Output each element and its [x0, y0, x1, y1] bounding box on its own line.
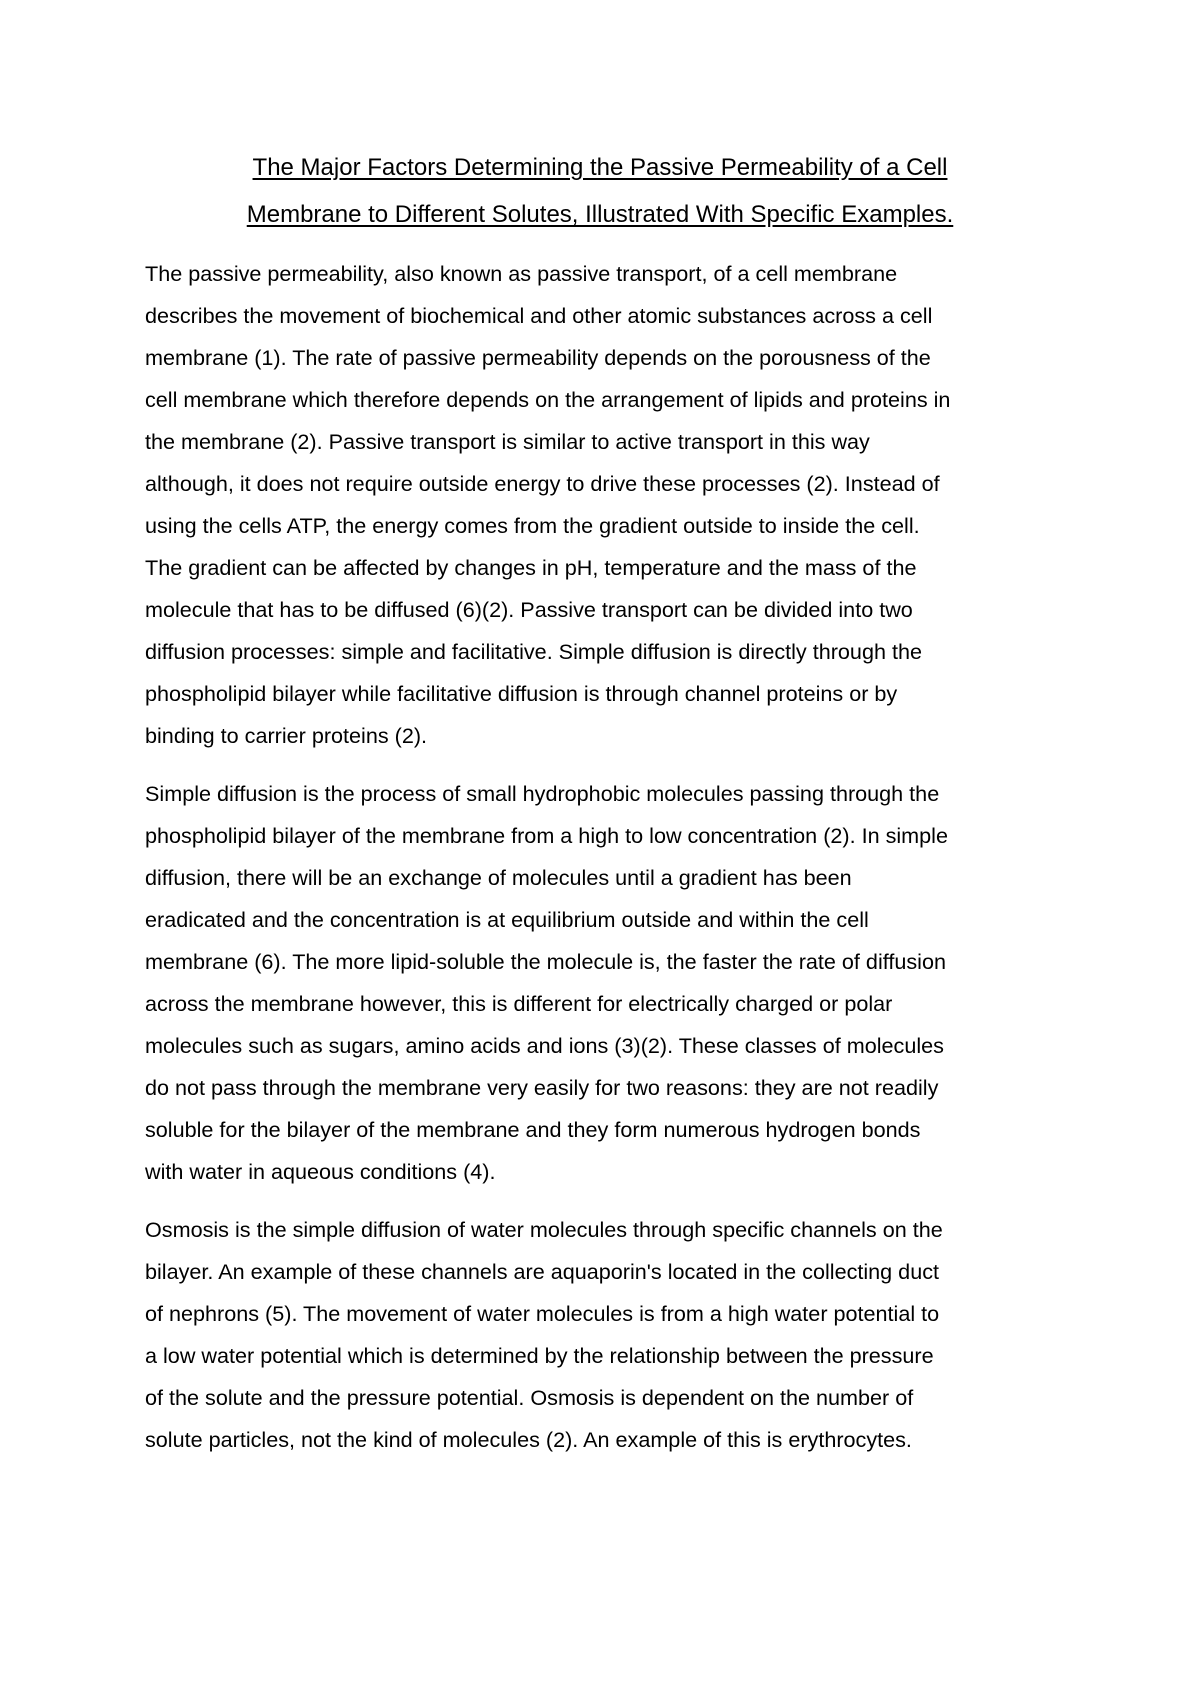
- text-line: the membrane (2). Passive transport is similar to active transport in this way: [145, 429, 870, 454]
- text-line: bilayer. An example of these channels are aquaporin's located in the collecting duct: [145, 1259, 940, 1284]
- text-line: membrane (6). The more lipid-soluble the molecule is, the faster the rate of diffusion: [145, 949, 946, 974]
- text-line: membrane (1). The rate of passive permeability depends on the porousness of the: [145, 345, 931, 370]
- text-line: The passive permeability, also known as passive transport, of a cell membrane: [145, 261, 898, 286]
- text-line: phospholipid bilayer while facilitative diffusion is through channel proteins or by: [145, 681, 898, 706]
- document-body: [145, 253, 1065, 1477]
- text-line: do not pass through the membrane very easily for two reasons: they are not readily: [145, 1075, 939, 1100]
- document-title: [145, 144, 1055, 238]
- text-line: a low water potential which is determined by the relationship between the pressure: [145, 1343, 934, 1368]
- text-line: using the cells ATP, the energy comes from the gradient outside to inside the cell.: [145, 513, 920, 538]
- text-line: diffusion, there will be an exchange of molecules until a gradient has been: [145, 865, 852, 890]
- text-line: cell membrane which therefore depends on the arrangement of lipids and proteins in: [145, 387, 951, 412]
- title-line: Membrane to Different Solutes, Illustrated With Specific Examples.: [246, 201, 954, 228]
- text-line: of the solute and the pressure potential. Osmosis is dependent on the number of: [145, 1385, 914, 1410]
- text-line: phospholipid bilayer of the membrane from a high to low concentration (2). In simple: [145, 823, 948, 848]
- text-line: soluble for the bilayer of the membrane and they form numerous hydrogen bonds: [145, 1117, 921, 1142]
- text-line: eradicated and the concentration is at equilibrium outside and within the cell: [145, 907, 869, 932]
- text-line: describes the movement of biochemical and other atomic substances across a cell: [145, 303, 933, 328]
- text-line: molecule that has to be diffused (6)(2). Passive transport can be divided into two: [145, 597, 913, 622]
- title-line: The Major Factors Determining the Passive Permeability of a Cell: [252, 154, 948, 181]
- text-line: Simple diffusion is the process of small hydrophobic molecules passing through the: [145, 781, 940, 806]
- text-line: with water in aqueous conditions (4).: [145, 1159, 496, 1184]
- text-line: of nephrons (5). The movement of water molecules is from a high water potential to: [145, 1301, 940, 1326]
- paragraph-passive-permeability: [145, 253, 1065, 757]
- text-line: diffusion processes: simple and facilitative. Simple diffusion is directly through the: [145, 639, 922, 664]
- paragraph-osmosis: [145, 1209, 1065, 1461]
- text-line: The gradient can be affected by changes in pH, temperature and the mass of the: [145, 555, 917, 580]
- paragraph-simple-diffusion: [145, 773, 1065, 1193]
- text-line: molecules such as sugars, amino acids and ions (3)(2). These classes of molecules: [145, 1033, 944, 1058]
- text-line: Osmosis is the simple diffusion of water molecules through specific channels on the: [145, 1217, 943, 1242]
- text-line: across the membrane however, this is different for electrically charged or polar: [145, 991, 893, 1016]
- text-line: binding to carrier proteins (2).: [145, 723, 428, 748]
- text-line: solute particles, not the kind of molecules (2). An example of this is erythrocytes.: [145, 1427, 912, 1452]
- text-line: although, it does not require outside energy to drive these processes (2). Instead of: [145, 471, 940, 496]
